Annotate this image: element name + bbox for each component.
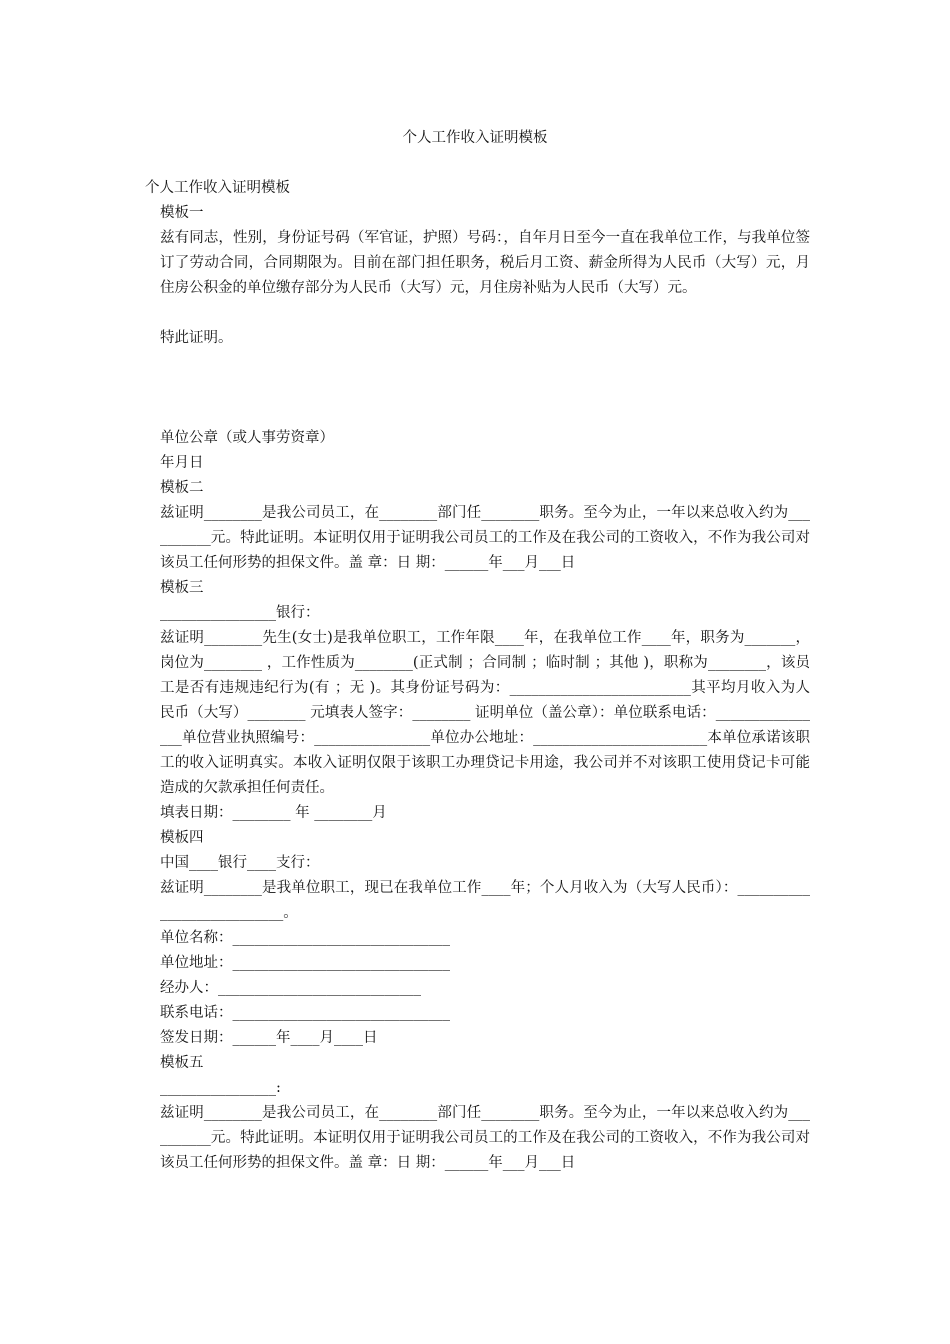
template-3-name: 模板三 <box>160 580 204 596</box>
template-2-body: 兹证明________是我公司员工，在________部门任________职务。至今为止，一年以来总收入约为__________元。特此证明。本证明仅用于证明我公司员工的工作及在我公司的工资收入，不作为我公司对该员工任何形势的担保文件。盖 章：日 期：______年___月___日 <box>160 505 810 571</box>
document-heading: 个人工作收入证明模板 <box>145 180 290 196</box>
template-5-to: ________________: <box>160 1080 281 1096</box>
document-body <box>145 176 810 1176</box>
template-4-issue-date: 签发日期：______年____月____日 <box>160 1030 378 1046</box>
template-3-bank: ________________银行： <box>160 605 320 621</box>
template-1-name: 模板一 <box>160 205 204 221</box>
template-4-unit-name: 单位名称：______________________________ <box>160 930 450 946</box>
spacer <box>145 351 810 426</box>
template-2-name: 模板二 <box>160 480 204 496</box>
template-4-name: 模板四 <box>160 830 204 846</box>
template-5-name: 模板五 <box>160 1055 204 1071</box>
document-title: 个人工作收入证明模板 <box>402 130 548 146</box>
template-4-handler: 经办人：____________________________ <box>160 980 421 996</box>
template-5-body: 兹证明________是我公司员工，在________部门任________职务。至今为止，一年以来总收入约为__________元。特此证明。本证明仅用于证明我公司员工的工作及在我公司的工资收入，不作为我公司对该员工任何形势的担保文件。盖 章：日 期：______年___月___日 <box>160 1105 810 1171</box>
template-3-body: 兹证明________先生(女士)是我单位职工，工作年限____年，在我单位工作____年，职务为_______，岗位为________ ，工作性质为________(正式制 ；合同制 ；临时制 ；其他 )，职称为________，该员工是否有违规违纪行为(有 ；无 )。其身份证号码为：_________________________其平均月收入为人民币（大写）________ 元填表人签字：________ 证明单位（盖公章）：单位联系电话：________________单位营业执照编号：________________单位办公地址：________________________本单位承诺该职工的收入证明真实。本收入证明仅限于该职工办理贷记卡用途，我公司并不对该职工使用贷记卡可能造成的欠款承担任何责任。 <box>160 630 810 796</box>
template-4-unit-address: 单位地址：______________________________ <box>160 955 450 971</box>
template-4-body: 兹证明________是我单位职工，现已在我单位工作____年；个人月收入为（大写人民币）：___________________________。 <box>160 880 810 921</box>
template-1-closing: 特此证明。 <box>160 330 233 346</box>
template-4-phone: 联系电话：______________________________ <box>160 1005 450 1021</box>
template-1-body: 兹有同志，性别，身份证号码（军官证，护照）号码：，自年月日至今一直在我单位工作，与我单位签订了劳动合同，合同期限为。目前在部门担任职务，税后月工资、薪金所得为人民币（大写）元，月住房公积金的单位缴存部分为人民币（大写）元，月住房补贴为人民币（大写）元。 <box>160 230 810 296</box>
template-4-bank: 中国____银行____支行： <box>160 855 320 871</box>
template-1-seal: 单位公章（或人事劳资章） <box>160 430 334 446</box>
template-3-fill-date: 填表日期：________ 年 ________月 <box>160 805 387 821</box>
spacer <box>145 301 810 326</box>
template-1-date: 年月日 <box>160 455 204 471</box>
